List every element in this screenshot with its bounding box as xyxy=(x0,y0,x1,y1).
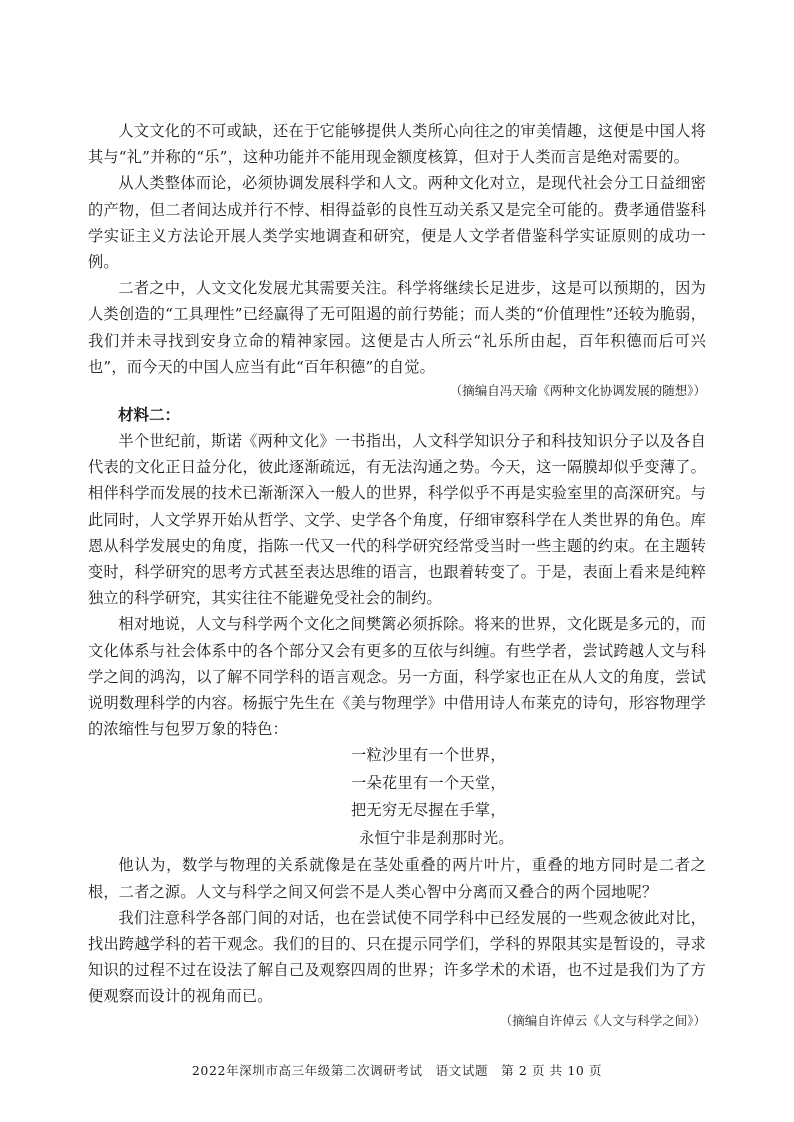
page-footer: 2022年深圳市高三年级第二次调研考试 语文试题 第 2 页 共 10 页 xyxy=(191,1063,603,1078)
paragraph-snow-two-cultures: 半个世纪前，斯诺《两种文化》一书指出，人文科学知识分子和科技知识分子以及各自代表的文化正日益分化，彼此逐渐疏远，有无法沟通之势。今天，这一隔膜却似乎变薄了。相伴科学而发展的技术已渐渐深入一般人的世界，科学似乎不再是实验室里的高深研究。与此同时，人文学界开始从哲学、文学、史学各个角度，仔细审察科学在人类世界的角色。库恩从科学发展史的角度，指陈一代又一代的科学研究经常受当时一些主题的约束。在主题转变时，科学研究的思考方式甚至表达思维的语言，也跟着转变了。于是，表面上看来是纯粹独立的科学研究，其实往往不能避免受社会的制约。 xyxy=(88,432,706,608)
poem-line: 一朵花里有一个天堂， xyxy=(351,773,506,792)
paragraph-dialogue: 我们注意科学各部门间的对话，也在尝试使不同学科中已经发展的一些观念彼此对比，找出跨越学科的若干观念。我们的目的、只在提示同学们，学科的界限其实是暂设的，寻求知识的过程不过在设法了解自己及观察四周的世界；许多学术的术语，也不过是我们为了方便观察而设计的视角而已。 xyxy=(88,908,706,1006)
paragraph-aesthetic: 人文文化的不可或缺，还在于它能够提供人类所心向往之的审美情趣，这便是中国人将其与“礼”并称的“乐”，这种功能并不能用现金额度核算，但对于人类而言是绝对需要的。 xyxy=(88,122,706,167)
section-heading-material-2: 材料二： xyxy=(118,406,181,425)
source-citation-1: （摘编自冯天瑜《两种文化协调发展的随想》） xyxy=(449,383,706,399)
source-citation-2: （摘编自许倬云《人文与科学之间》） xyxy=(499,1012,706,1028)
poem-line: 永恒宁非是刹那时光。 xyxy=(359,828,514,847)
poem-block xyxy=(88,742,706,852)
paragraph-math-physics: 他认为，数学与物理的关系就像是在茎处重叠的两片叶片，重叠的地方同时是二者之根，二者之源。人文与科学之间又何尝不是人类心智中分离而又叠合的两个园地呢？ xyxy=(88,856,706,901)
poem-line: 把无穷无尽握在手掌， xyxy=(351,801,506,820)
paragraph-remove-barriers: 相对地说，人文与科学两个文化之间樊篱必须拆除。将来的世界，文化既是多元的，而文化体系与社会体系中的各个部分又会有更多的互依与纠缠。有些学者，尝试跨越人文与科学之间的鸿沟，以了解不同学科的语言观念。另一方面，科学家也正在从人文的角度，尝试说明数理科学的内容。杨振宁先生在《美与物理学》中借用诗人布莱克的诗句，形容物理学的浓缩性与包罗万象的特色： xyxy=(88,615,706,739)
paragraph-coordinate-development: 从人类整体而论，必须协调发展科学和人文。两种文化对立，是现代社会分工日益细密的产物，但二者间达成并行不悖、相得益彰的良性互动关系又是完全可能的。费孝通借鉴科学实证主义方法论开展人类学实地调查和研究，便是人文学者借鉴科学实证原则的成功一例。 xyxy=(88,174,706,272)
poem-line: 一粒沙里有一个世界， xyxy=(351,746,506,765)
paragraph-humanities-focus: 二者之中，人文文化发展尤其需要关注。科学将继续长足进步，这是可以预期的，因为人类创造的“工具理性”已经赢得了无可阻遏的前行势能；而人类的“价值理性”还较为脆弱，我们并未寻找到安身立命的精神家园。这便是古人所云“礼乐所由起，百年积德而后可兴也”，而今天的中国人应当有此“百年积德”的自觉。 xyxy=(88,279,706,376)
